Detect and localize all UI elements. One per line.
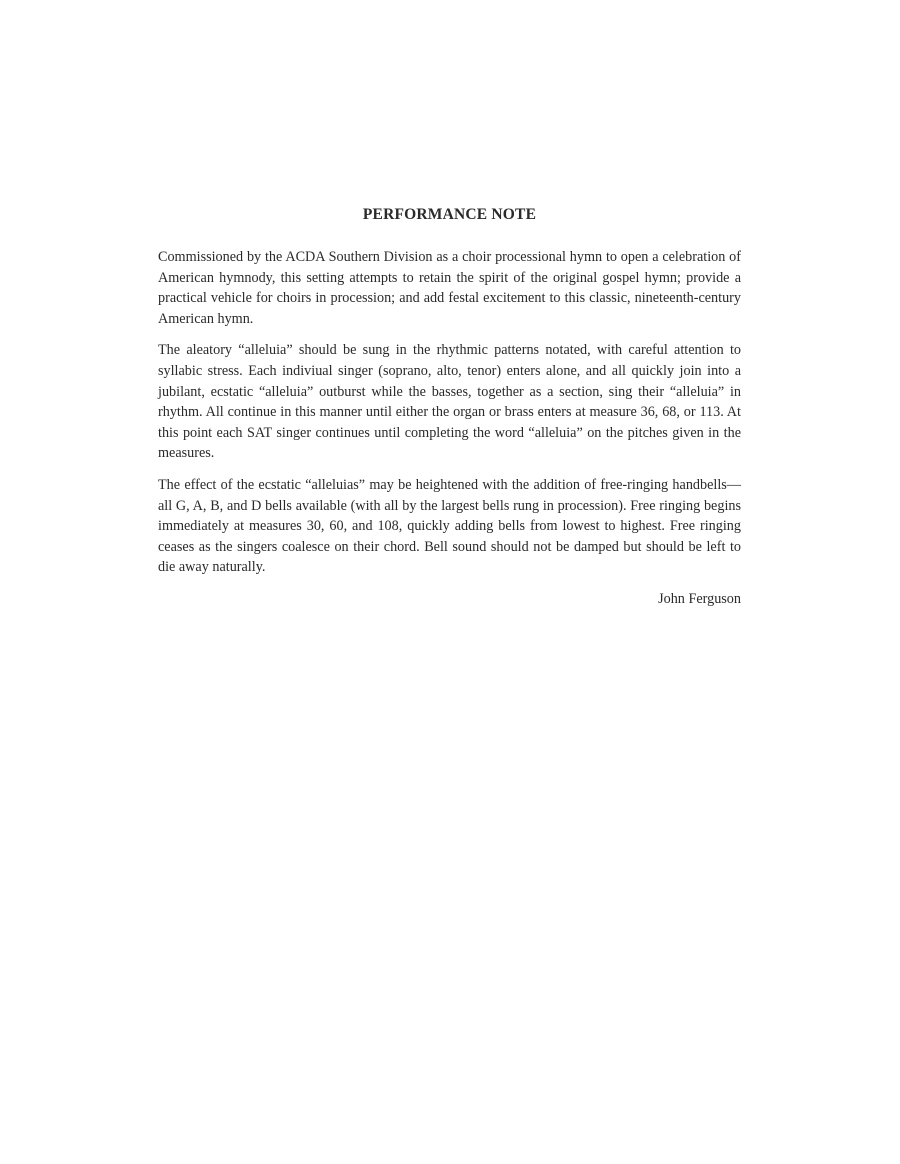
page-title: PERFORMANCE NOTE [362, 206, 537, 223]
author-signature: John Ferguson [658, 590, 741, 607]
paragraph-handbells: The effect of the ecstatic “alleluias” may be heightened with the addition of free-ringing handbells—all G, A, B, and D bells available (with all by the largest bells rung in procession). Free ringing begins immediately at measures 30, 60, and 108, quickly adding bells from lowest to highest. Free ringing ceases as the singers coalesce on their chord. Bell sound should not be damped but should be left to die away naturally. [158, 476, 741, 576]
paragraph-aleatory-alleluia: The aleatory “alleluia” should be sung in the rhythmic patterns notated, with careful attention to syllabic stress. Each indiviual singer (soprano, alto, tenor) enters alone, and all quickly join into a jubilant, ecstatic “alleluia” outburst while the basses, together as a section, sing their “alleluia” in rhythm. All continue in this manner until either the organ or brass enters at measure 36, 68, or 113. At this point each SAT singer continues until completing the word “alleluia” on the pitches given in the measures. [158, 342, 741, 462]
performance-note-page [158, 205, 741, 609]
paragraph-commission: Commissioned by the ACDA Southern Division as a choir processional hymn to open a celebration of American hymnody, this setting attempts to retain the spirit of the original gospel hymn; provide a practical vehicle for choirs in procession; and add festal excitement to this classic, nineteenth-century American hymn. [158, 249, 741, 327]
